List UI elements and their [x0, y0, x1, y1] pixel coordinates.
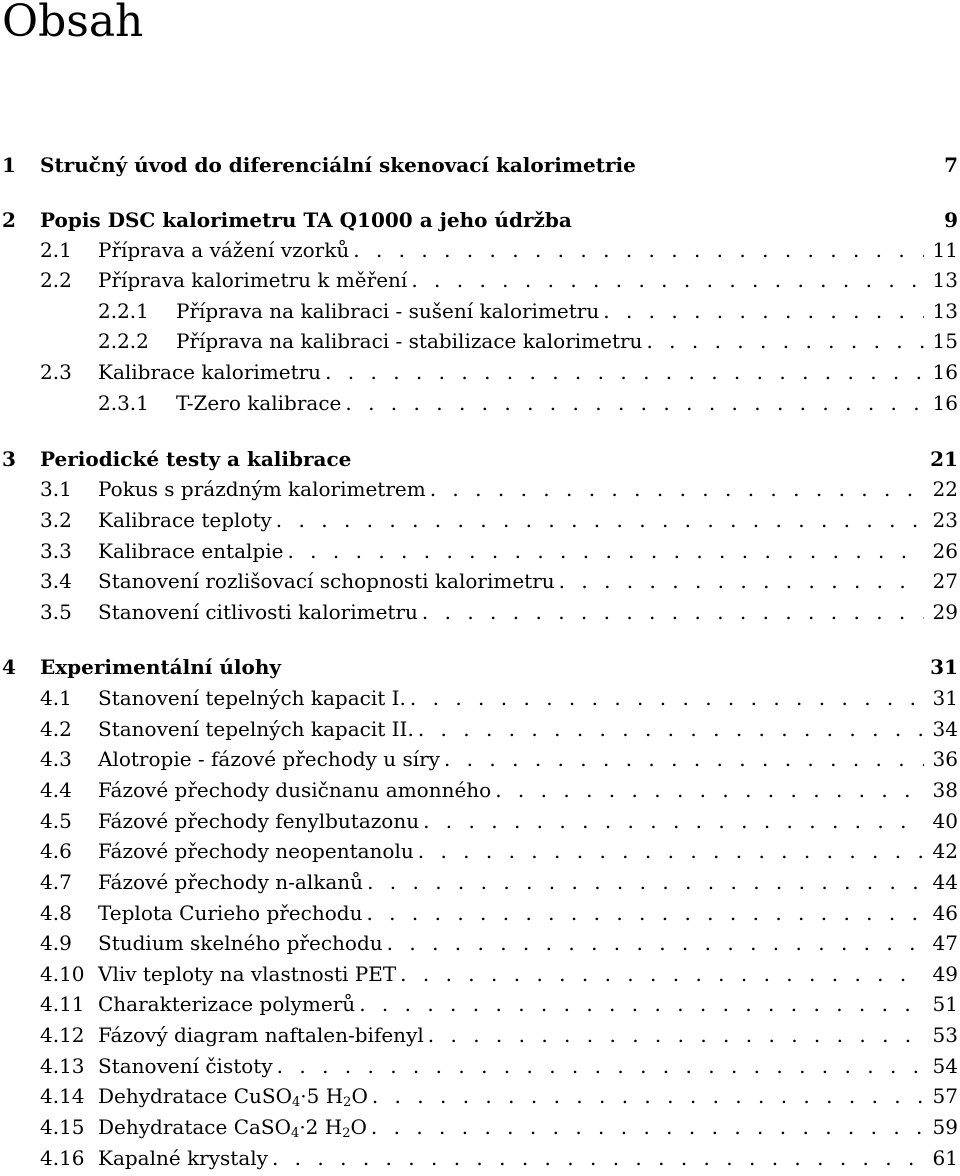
toc-title	[98, 474, 426, 504]
toc-title	[40, 444, 351, 474]
dot-leader	[418, 836, 924, 866]
dot-leader	[646, 326, 924, 356]
toc-subsection-entry[interactable]	[98, 388, 958, 418]
toc-number: 2.2	[40, 268, 72, 292]
toc-number: 4.10	[40, 962, 85, 986]
toc-section-entry[interactable]	[40, 714, 958, 744]
toc-title	[98, 1081, 368, 1111]
dot-leader	[400, 959, 924, 989]
toc-number: 2.2.1	[98, 299, 149, 323]
toc-title	[98, 928, 383, 958]
toc-section-entry[interactable]	[40, 597, 958, 627]
dot-leader	[372, 1081, 924, 1111]
toc-page-number: 61	[932, 1146, 958, 1170]
toc-page-number: 36	[932, 747, 958, 771]
toc-title	[98, 959, 396, 989]
toc-page-number: 42	[932, 839, 958, 863]
toc-number: 4.15	[40, 1115, 85, 1139]
title-text: Fázové přechody n-alkanů	[98, 870, 364, 894]
title-text: Stanovení citlivosti kalorimetru	[98, 600, 418, 624]
toc-title	[98, 1143, 268, 1173]
toc-number: 3.4	[40, 569, 72, 593]
toc-title	[98, 235, 349, 265]
toc-number: 4.5	[40, 809, 72, 833]
subscript: 2	[343, 1095, 352, 1110]
toc-section-entry[interactable]	[40, 1112, 958, 1142]
title-text: Příprava kalorimetru k měření	[98, 268, 408, 292]
page-title: Obsah	[2, 0, 144, 47]
toc-title	[98, 714, 414, 744]
toc-number: 4.14	[40, 1084, 85, 1108]
dot-leader	[367, 867, 924, 897]
toc-page-number: 13	[932, 268, 958, 292]
toc-section-entry[interactable]	[40, 505, 958, 535]
title-text: Fázové přechody fenylbutazonu	[98, 809, 420, 833]
toc-title	[40, 150, 636, 180]
toc-page-number: 31	[930, 655, 958, 679]
toc-page-number: 11	[932, 238, 958, 262]
dot-leader	[410, 683, 924, 713]
toc-number: 4.13	[40, 1054, 85, 1078]
toc-number: 3.5	[40, 600, 72, 624]
title-text: Dehydratace CuSO	[98, 1084, 292, 1108]
toc-number: 4.11	[40, 992, 85, 1016]
title-text: ·5 H	[300, 1084, 344, 1108]
dot-leader	[387, 928, 924, 958]
toc-number: 4.3	[40, 747, 72, 771]
toc-section-entry[interactable]	[40, 235, 958, 265]
toc-section-entry[interactable]	[40, 744, 958, 774]
toc-section-entry[interactable]	[40, 566, 958, 596]
toc-chapter-entry[interactable]	[2, 652, 958, 682]
toc-page-number: 34	[932, 717, 958, 741]
dot-leader	[430, 474, 924, 504]
title-text: Stanovení tepelných kapacit I.	[98, 686, 406, 710]
toc-section-entry[interactable]	[40, 1020, 958, 1050]
toc-title	[40, 205, 572, 235]
toc-page-number: 13	[932, 299, 958, 323]
toc-page-number: 29	[932, 600, 958, 624]
toc-title	[176, 296, 599, 326]
title-text: O	[350, 1115, 367, 1139]
toc-title	[98, 265, 407, 295]
title-text: Stanovení rozlišovací schopnosti kalorimetru	[98, 569, 555, 593]
toc-title	[98, 357, 321, 387]
subscript: 2	[342, 1126, 351, 1141]
dot-leader	[277, 1051, 924, 1081]
toc-title	[98, 898, 362, 928]
dot-leader	[353, 235, 924, 265]
toc-number: 4.7	[40, 870, 72, 894]
toc-page-number: 31	[932, 686, 958, 710]
toc-subsection-entry[interactable]	[98, 296, 958, 326]
title-text: Fázové přechody neopentanolu	[98, 839, 414, 863]
toc-section-entry[interactable]	[40, 867, 958, 897]
toc-title	[98, 806, 419, 836]
toc-title	[98, 1112, 367, 1142]
dot-leader	[423, 806, 924, 836]
title-text: Experimentální úlohy	[40, 655, 281, 679]
subscript: 4	[291, 1126, 300, 1141]
toc-page-number: 53	[932, 1023, 958, 1047]
toc-section-entry[interactable]	[40, 474, 958, 504]
title-text: Fázový diagram naftalen-bifenyl	[98, 1023, 424, 1047]
toc-chapter-entry[interactable]	[2, 205, 958, 235]
toc-number: 3.1	[40, 477, 72, 501]
toc-page-number: 40	[932, 809, 958, 833]
toc-subsection-entry[interactable]	[98, 326, 958, 356]
subscript: 4	[291, 1095, 301, 1110]
toc-section-entry[interactable]	[40, 806, 958, 836]
toc-section-entry[interactable]	[40, 357, 958, 387]
toc-number: 1	[2, 153, 16, 177]
toc-number: 2	[2, 208, 16, 232]
title-text: Teplota Curieho přechodu	[98, 901, 363, 925]
toc-title	[98, 536, 283, 566]
toc-number: 4.8	[40, 901, 72, 925]
toc-page-number: 15	[932, 329, 958, 353]
toc-page-number: 57	[932, 1084, 958, 1108]
dot-leader	[345, 388, 924, 418]
dot-leader	[444, 744, 924, 774]
title-text: Charakterizace polymerů	[98, 992, 356, 1016]
toc-page-number: 54	[932, 1054, 958, 1078]
toc-number: 3	[2, 447, 16, 471]
toc-page-number: 16	[932, 360, 958, 384]
toc-page-number: 49	[932, 962, 958, 986]
toc-title	[98, 836, 414, 866]
toc-section-entry[interactable]	[40, 959, 958, 989]
title-text: O	[351, 1084, 368, 1108]
toc-title	[40, 652, 281, 682]
title-text: Vliv teploty na vlastnosti PET	[98, 962, 397, 986]
dot-leader	[422, 597, 924, 627]
dot-leader	[428, 1020, 924, 1050]
toc-number: 2.3	[40, 360, 72, 384]
toc-page-number: 44	[932, 870, 958, 894]
toc-section-entry[interactable]	[40, 1081, 958, 1111]
dot-leader	[276, 505, 924, 535]
title-text: Kalibrace entalpie	[98, 539, 284, 563]
title-text: Stanovení tepelných kapacit II.	[98, 717, 414, 741]
title-text: Studium skelného přechodu	[98, 931, 383, 955]
toc-title	[98, 1020, 424, 1050]
toc-title	[98, 775, 491, 805]
toc-section-entry[interactable]	[40, 836, 958, 866]
toc-page-number: 7	[944, 153, 958, 177]
toc-page-number: 16	[932, 391, 958, 415]
toc-page-number: 47	[932, 931, 958, 955]
title-text: Alotropie - fázové přechody u síry	[98, 747, 440, 771]
toc-title	[98, 683, 406, 713]
toc-number: 2.2.2	[98, 329, 149, 353]
dot-leader	[287, 536, 924, 566]
dot-leader	[418, 714, 924, 744]
toc-number: 4.12	[40, 1023, 85, 1047]
toc-page-number: 46	[932, 901, 958, 925]
dot-leader	[359, 989, 924, 1019]
toc-page-number: 38	[932, 778, 958, 802]
title-text: Stručný úvod do diferenciální skenovací kalorimetrie	[40, 153, 636, 177]
title-text: ·2 H	[299, 1115, 343, 1139]
toc-section-entry[interactable]	[40, 1143, 958, 1173]
dot-leader	[411, 265, 924, 295]
toc-page-number: 9	[944, 208, 958, 232]
toc-page-number: 26	[932, 539, 958, 563]
toc-section-entry[interactable]	[40, 928, 958, 958]
title-text: Příprava a vážení vzorků	[98, 238, 350, 262]
dot-leader	[325, 357, 924, 387]
title-text: Kalibrace teploty	[98, 508, 272, 532]
toc-title	[98, 867, 363, 897]
toc-page-number: 59	[932, 1115, 958, 1139]
toc-section-entry[interactable]	[40, 989, 958, 1019]
title-text: Pokus s prázdným kalorimetrem	[98, 477, 426, 501]
toc-page-number: 21	[930, 447, 958, 471]
title-text: Kapalné krystaly	[98, 1146, 268, 1170]
toc-page-number: 27	[932, 569, 958, 593]
toc-title	[98, 1051, 273, 1081]
toc-page-number: 22	[932, 477, 958, 501]
toc-number: 4.9	[40, 931, 72, 955]
toc-page-number: 51	[932, 992, 958, 1016]
title-text: Stanovení čistoty	[98, 1054, 273, 1078]
toc-number: 4	[2, 655, 16, 679]
dot-leader	[559, 566, 924, 596]
toc-number: 3.3	[40, 539, 72, 563]
toc-title	[98, 597, 418, 627]
toc-chapter-entry[interactable]	[2, 444, 958, 474]
toc-section-entry[interactable]	[40, 265, 958, 295]
toc-section-entry[interactable]	[40, 536, 958, 566]
title-text: T-Zero kalibrace	[176, 391, 342, 415]
toc-number: 3.2	[40, 508, 72, 532]
title-text: Dehydratace CaSO	[98, 1115, 292, 1139]
toc-number: 4.6	[40, 839, 72, 863]
toc-number: 4.1	[40, 686, 72, 710]
toc-page-number: 23	[932, 508, 958, 532]
toc-chapter-entry[interactable]	[2, 150, 958, 180]
title-text: Příprava na kalibraci - sušení kalorimetru	[176, 299, 600, 323]
toc-title	[98, 505, 272, 535]
title-text: Fázové přechody dusičnanu amonného	[98, 778, 492, 802]
title-text: Kalibrace kalorimetru	[98, 360, 322, 384]
toc-title	[98, 989, 355, 1019]
toc-title	[176, 388, 341, 418]
toc-title	[98, 566, 555, 596]
dot-leader	[272, 1143, 924, 1173]
toc-section-entry[interactable]	[40, 898, 958, 928]
toc-number: 2.1	[40, 238, 72, 262]
title-text: Periodické testy a kalibrace	[40, 447, 352, 471]
toc-number: 2.3.1	[98, 391, 149, 415]
toc-number: 4.16	[40, 1146, 85, 1170]
toc-section-entry[interactable]	[40, 775, 958, 805]
toc-section-entry[interactable]	[40, 1051, 958, 1081]
dot-leader	[495, 775, 924, 805]
toc-title	[98, 744, 440, 774]
dot-leader	[603, 296, 924, 326]
toc-title	[176, 326, 642, 356]
toc-number: 4.2	[40, 717, 72, 741]
title-text: Příprava na kalibraci - stabilizace kalorimetru	[176, 329, 643, 353]
dot-leader	[366, 898, 924, 928]
toc-section-entry[interactable]	[40, 683, 958, 713]
dot-leader	[371, 1112, 924, 1142]
toc-number: 4.4	[40, 778, 72, 802]
title-text: Popis DSC kalorimetru TA Q1000 a jeho údržba	[40, 208, 572, 232]
